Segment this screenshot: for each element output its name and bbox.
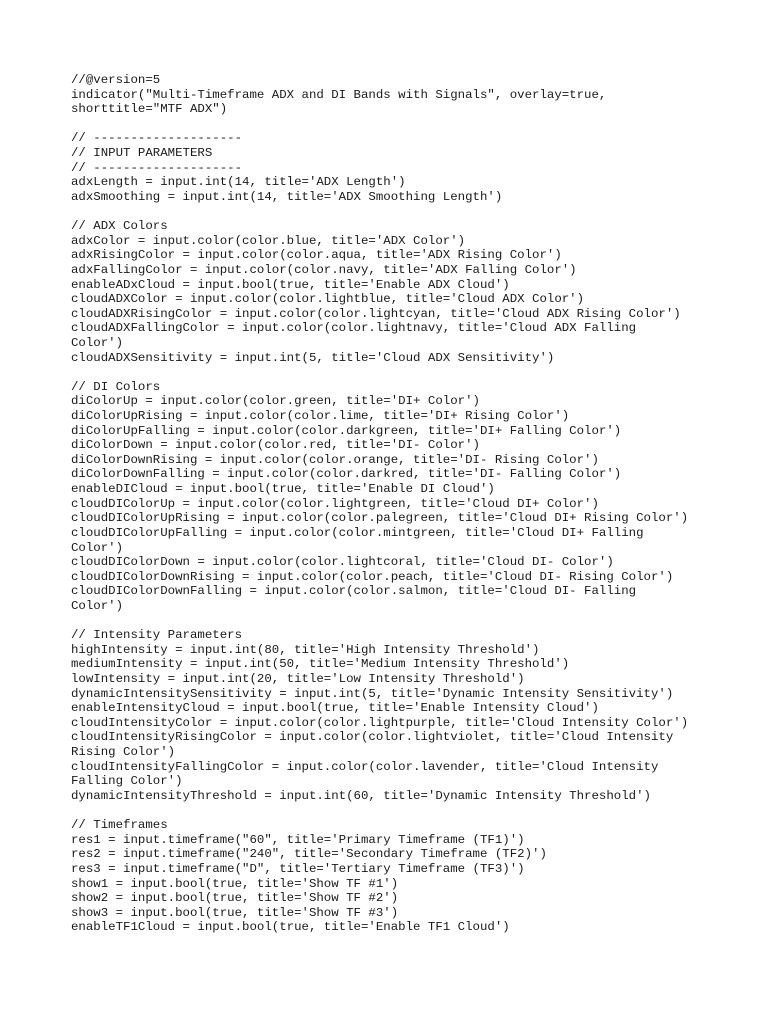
code-line: // DI Colors bbox=[71, 379, 161, 394]
code-line: dynamicIntensitySensitivity = input.int(5, title='Dynamic Intensity Sensitivity') bbox=[71, 686, 674, 701]
code-line bbox=[71, 614, 751, 629]
code-line: res2 = input.timeframe("240", title='Secondary Timeframe (TF2)') bbox=[71, 847, 547, 862]
code-line: cloudIntensityColor = input.color(color.lightpurple, title='Cloud Intensity Color') bbox=[71, 715, 689, 730]
code-line: cloudDIColorUpRising = input.color(color.palegreen, title='Cloud DI+ Rising Color') bbox=[71, 511, 689, 526]
code-line: diColorDownRising = input.color(color.orange, title='DI- Rising Color') bbox=[71, 452, 599, 467]
code-line: adxColor = input.color(color.blue, title='ADX Color') bbox=[71, 233, 466, 248]
code-line: diColorDown = input.color(color.red, title='DI- Color') bbox=[71, 438, 480, 453]
code-line: highIntensity = input.int(80, title='High Intensity Threshold') bbox=[71, 642, 540, 657]
code-line: enableDICloud = input.bool(true, title='Enable DI Cloud') bbox=[71, 482, 495, 497]
code-line: dynamicIntensityThreshold = input.int(60, title='Dynamic Intensity Threshold') bbox=[71, 788, 651, 803]
code-line: cloudADXColor = input.color(color.lightblue, title='Cloud ADX Color') bbox=[71, 292, 585, 307]
code-line: lowIntensity = input.int(20, title='Low Intensity Threshold') bbox=[71, 671, 525, 686]
code-line: adxRisingColor = input.color(color.aqua, title='ADX Rising Color') bbox=[71, 248, 562, 263]
code-line: Falling Color') bbox=[71, 774, 183, 789]
code-line: diColorUp = input.color(color.green, title='DI+ Color') bbox=[71, 394, 480, 409]
code-line: show3 = input.bool(true, title='Show TF #3') bbox=[71, 905, 399, 920]
code-line: Color') bbox=[71, 335, 124, 350]
code-line: cloudIntensityFallingColor = input.color(color.lavender, title='Cloud Intensity bbox=[71, 759, 659, 774]
code-line: cloudDIColorDownFalling = input.color(color.salmon, title='Cloud DI- Falling bbox=[71, 584, 637, 599]
code-line: shorttitle="MTF ADX") bbox=[71, 102, 228, 117]
code-line: cloudDIColorUpFalling = input.color(color.mintgreen, title='Cloud DI+ Falling bbox=[71, 525, 644, 540]
code-line: cloudADXSensitivity = input.int(5, title='Cloud ADX Sensitivity') bbox=[71, 350, 555, 365]
code-line: mediumIntensity = input.int(50, title='Medium Intensity Threshold') bbox=[71, 657, 570, 672]
code-line: indicator("Multi-Timeframe ADX and DI Bands with Signals", overlay=true, bbox=[71, 87, 607, 102]
code-line: // Timeframes bbox=[71, 818, 168, 833]
code-line: cloudDIColorDown = input.color(color.lightcoral, title='Cloud DI- Color') bbox=[71, 555, 614, 570]
code-line: adxSmoothing = input.int(14, title='ADX Smoothing Length') bbox=[71, 189, 503, 204]
code-line: res3 = input.timeframe("D", title='Tertiary Timeframe (TF3)') bbox=[71, 861, 525, 876]
code-listing bbox=[71, 73, 751, 935]
code-line bbox=[71, 204, 751, 219]
code-line: // INPUT PARAMETERS bbox=[71, 146, 213, 161]
code-line: cloudDIColorDownRising = input.color(color.peach, title='Cloud DI- Rising Color') bbox=[71, 569, 674, 584]
code-line: diColorUpRising = input.color(color.lime, title='DI+ Rising Color') bbox=[71, 409, 570, 424]
code-line: enableADxCloud = input.bool(true, title='Enable ADX Cloud') bbox=[71, 277, 510, 292]
code-line bbox=[71, 803, 751, 818]
code-line: cloudDIColorUp = input.color(color.lightgreen, title='Cloud DI+ Color') bbox=[71, 496, 599, 511]
code-line: cloudIntensityRisingColor = input.color(color.lightviolet, title='Cloud Intensity bbox=[71, 730, 674, 745]
code-line: adxFallingColor = input.color(color.navy, title='ADX Falling Color') bbox=[71, 262, 577, 277]
code-line: enableIntensityCloud = input.bool(true, title='Enable Intensity Cloud') bbox=[71, 701, 599, 716]
code-line: show1 = input.bool(true, title='Show TF #1') bbox=[71, 876, 399, 891]
code-line: Rising Color') bbox=[71, 745, 176, 760]
code-line: // -------------------- bbox=[71, 160, 243, 175]
code-line: Color') bbox=[71, 540, 124, 555]
code-line: cloudADXFallingColor = input.color(color.lightnavy, title='Cloud ADX Falling bbox=[71, 321, 637, 336]
code-line: Color') bbox=[71, 598, 124, 613]
code-line bbox=[71, 365, 751, 380]
code-line: // Intensity Parameters bbox=[71, 628, 243, 643]
code-line: diColorDownFalling = input.color(color.darkred, title='DI- Falling Color') bbox=[71, 467, 622, 482]
code-line: res1 = input.timeframe("60", title='Primary Timeframe (TF1)') bbox=[71, 832, 525, 847]
code-line bbox=[71, 117, 751, 132]
code-line: // -------------------- bbox=[71, 131, 243, 146]
code-line: //@version=5 bbox=[71, 73, 161, 87]
code-line: adxLength = input.int(14, title='ADX Length') bbox=[71, 175, 406, 190]
code-line: diColorUpFalling = input.color(color.darkgreen, title='DI+ Falling Color') bbox=[71, 423, 622, 438]
code-line: show2 = input.bool(true, title='Show TF #2') bbox=[71, 891, 399, 906]
code-line: // ADX Colors bbox=[71, 219, 168, 234]
code-line: cloudADXRisingColor = input.color(color.lightcyan, title='Cloud ADX Rising Color') bbox=[71, 306, 681, 321]
code-line: enableTF1Cloud = input.bool(true, title='Enable TF1 Cloud') bbox=[71, 920, 510, 935]
